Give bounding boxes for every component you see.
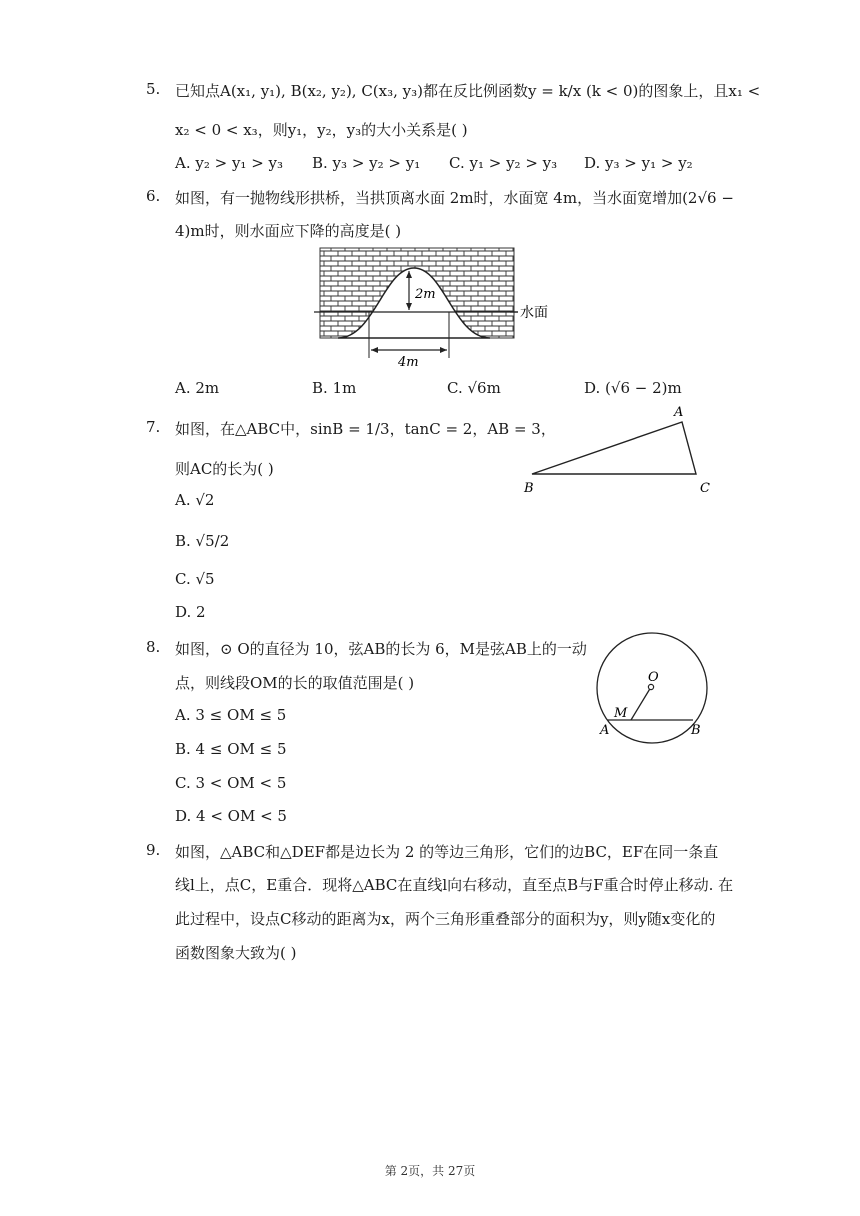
- option-c[interactable]: C. √5: [175, 570, 215, 588]
- option-a[interactable]: A. 2m: [175, 379, 220, 397]
- question-number: 8.: [146, 638, 161, 656]
- question-text-line: 线l上，点C，E重合．现将△ABC在直线l向右移动，直至点B与F重合时停止移动. 在: [175, 876, 734, 894]
- center-o-label: O: [648, 670, 659, 685]
- question-text-line: 则AC的长为( ): [175, 460, 274, 478]
- vertex-c-label: C: [700, 481, 710, 496]
- vertex-b-label: B: [524, 481, 534, 496]
- question-text-line: 4)m时，则水面应下降的高度是( ): [175, 222, 402, 240]
- question-text-line: 如图，在△ABC中，sinB = 1/3，tanC = 2，AB = 3，: [175, 420, 556, 438]
- option-c[interactable]: C. y₁ > y₂ > y₃: [449, 154, 558, 172]
- question-number: 6.: [146, 187, 161, 205]
- question-text-line: 已知点A(x₁, y₁), B(x₂, y₂), C(x₃, y₃)都在反比例函数y = k/x (k < 0)的图象上，且x₁ <: [175, 82, 761, 100]
- question-text-line: x₂ < 0 < x₃，则y₁，y₂，y₃的大小关系是( ): [175, 121, 468, 139]
- option-d[interactable]: D. 4 < OM < 5: [175, 807, 287, 825]
- triangle-abc-figure: [518, 402, 728, 498]
- arch-bridge-figure: [314, 246, 564, 370]
- vertex-a-label: A: [674, 405, 684, 420]
- option-d[interactable]: D. 2: [175, 603, 206, 621]
- question-text-line: 如图，有一抛物线形拱桥，当拱顶离水面 2m时，水面宽 4m，当水面宽增加(2√6 −: [175, 189, 734, 207]
- question-number: 7.: [146, 418, 161, 436]
- point-a-label: A: [600, 723, 610, 738]
- point-m-label: M: [614, 706, 628, 721]
- water-label: 水面: [520, 305, 548, 321]
- option-b[interactable]: B. 1m: [312, 379, 357, 397]
- option-b[interactable]: B. 4 ≤ OM ≤ 5: [175, 740, 287, 758]
- question-text-line: 如图，△ABC和△DEF都是边长为 2 的等边三角形，它们的边BC，EF在同一条直: [175, 843, 719, 861]
- height-label: 2m: [415, 287, 436, 302]
- option-c[interactable]: C. √6m: [447, 379, 501, 397]
- point-b-label: B: [691, 723, 701, 738]
- question-number: 9.: [146, 841, 161, 859]
- width-label: 4m: [398, 355, 419, 370]
- circle-figure: [590, 630, 720, 750]
- question-text-line: 函数图象大致为( ): [175, 944, 297, 962]
- option-a[interactable]: A. 3 ≤ OM ≤ 5: [175, 706, 287, 724]
- question-number: 5.: [146, 80, 161, 98]
- question-text-line: 点，则线段OM的长的取值范围是( ): [175, 674, 415, 692]
- option-c[interactable]: C. 3 < OM < 5: [175, 774, 287, 792]
- option-d[interactable]: D. (√6 − 2)m: [584, 379, 682, 397]
- option-a[interactable]: A. √2: [175, 491, 215, 509]
- option-a[interactable]: A. y₂ > y₁ > y₃: [175, 154, 284, 172]
- option-b[interactable]: B. y₃ > y₂ > y₁: [312, 154, 421, 172]
- option-d[interactable]: D. y₃ > y₁ > y₂: [584, 154, 693, 172]
- option-b[interactable]: B. √5/2: [175, 532, 230, 550]
- question-text-line: 此过程中，设点C移动的距离为x，两个三角形重叠部分的面积为y，则y随x变化的: [175, 910, 716, 928]
- page-footer: 第 2页，共 27页: [384, 1164, 476, 1178]
- question-text-line: 如图，⊙ O的直径为 10，弦AB的长为 6，M是弦AB上的一动: [175, 640, 587, 658]
